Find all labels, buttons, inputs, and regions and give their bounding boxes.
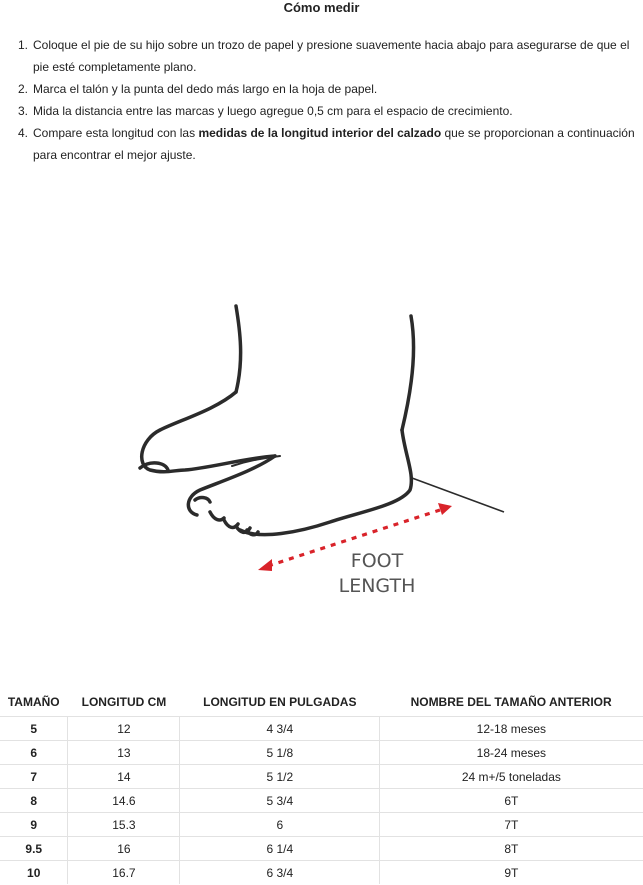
- step-text-emphasis: medidas de la longitud interior del calzado: [198, 126, 442, 140]
- size-chart-table: [0, 688, 643, 884]
- instructions-list: [12, 34, 636, 166]
- step-number: 4.: [18, 126, 29, 140]
- header-previous-size: NOMBRE DEL TAMAÑO ANTERIOR: [380, 688, 643, 717]
- step-text: Marca el talón y la punta del dedo más largo en la hoja de papel.: [33, 82, 378, 96]
- table-row: [0, 717, 643, 741]
- cell-previous-size: 24 m+/5 toneladas: [380, 765, 643, 789]
- cell-length-in: 6 3/4: [180, 861, 380, 885]
- cell-size: 8: [0, 789, 68, 813]
- header-size: TAMAÑO: [0, 688, 68, 717]
- cell-size: 6: [0, 741, 68, 765]
- foot-drawing: [140, 306, 414, 535]
- length-label: LENGTH: [338, 575, 416, 597]
- table-row: [0, 789, 643, 813]
- cell-length-in: 6: [180, 813, 380, 837]
- table-row: [0, 765, 643, 789]
- step-number: 2.: [18, 82, 29, 96]
- step-text-pre: Compare esta longitud con las: [33, 126, 199, 140]
- step-item: [12, 34, 636, 78]
- table-row: [0, 837, 643, 861]
- cell-previous-size: 8T: [380, 837, 643, 861]
- table-row: [0, 813, 643, 837]
- cell-previous-size: 9T: [380, 861, 643, 885]
- cell-size: 5: [0, 717, 68, 741]
- step-item: [12, 100, 636, 122]
- cell-size: 10: [0, 861, 68, 885]
- cell-length-cm: 12: [68, 717, 180, 741]
- table-row: [0, 861, 643, 885]
- cell-previous-size: 6T: [380, 789, 643, 813]
- cell-length-in: 4 3/4: [180, 717, 380, 741]
- step-text-post: que se proporcionan a continuación para encontrar el mejor ajuste.: [33, 126, 635, 162]
- cell-length-in: 6 1/4: [180, 837, 380, 861]
- cell-previous-size: 7T: [380, 813, 643, 837]
- cell-size: 7: [0, 765, 68, 789]
- step-item: [12, 78, 636, 100]
- cell-length-cm: 15.3: [68, 813, 180, 837]
- foot-length-illustration: [0, 290, 643, 610]
- header-length-cm: LONGITUD CM: [68, 688, 180, 717]
- cell-length-cm: 14: [68, 765, 180, 789]
- step-number: 3.: [18, 104, 29, 118]
- header-length-in: LONGITUD EN PULGADAS: [180, 688, 380, 717]
- cell-length-in: 5 3/4: [180, 789, 380, 813]
- cell-length-cm: 16: [68, 837, 180, 861]
- cell-length-in: 5 1/2: [180, 765, 380, 789]
- step-text: Mida la distancia entre las marcas y luego agregue 0,5 cm para el espacio de crecimiento.: [33, 104, 513, 118]
- step-item: [12, 122, 636, 166]
- cell-length-cm: 16.7: [68, 861, 180, 885]
- cell-size: 9: [0, 813, 68, 837]
- reference-line: [412, 478, 504, 512]
- cell-previous-size: 12-18 meses: [380, 717, 643, 741]
- step-text: Coloque el pie de su hijo sobre un trozo de papel y presione suavemente hacia abajo para asegurarse de que el pie esté completamente plano.: [33, 38, 630, 74]
- page-title: Cómo medir: [283, 0, 360, 15]
- cell-previous-size: 18-24 meses: [380, 741, 643, 765]
- foot-label: FOOT: [350, 550, 404, 572]
- step-number: 1.: [18, 38, 29, 52]
- cell-length-cm: 13: [68, 741, 180, 765]
- table-header-row: [0, 688, 643, 717]
- table-row: [0, 741, 643, 765]
- cell-size: 9.5: [0, 837, 68, 861]
- cell-length-in: 5 1/8: [180, 741, 380, 765]
- cell-length-cm: 14.6: [68, 789, 180, 813]
